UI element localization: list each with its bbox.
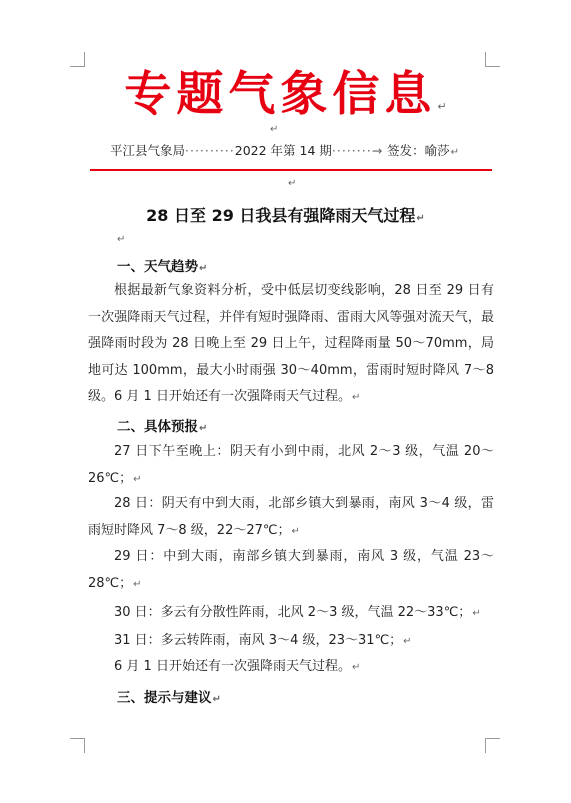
issue-info-line[interactable] (110, 141, 480, 159)
document-title[interactable] (0, 62, 571, 140)
forecast-text: 30 日：多云有分散性阵雨，北风 2～3 级，气温 22～33℃； (114, 605, 472, 620)
paragraph-mark-icon: ↵ (291, 525, 300, 537)
crop-mark-bottom-right (485, 738, 500, 753)
paragraph-mark-icon: ↵ (437, 100, 447, 113)
trend-paragraph[interactable] (88, 278, 494, 412)
forecast-text: 6 月 1 日开始还有一次强降雨天气过程。 (114, 659, 351, 674)
crop-mark-bottom-left (70, 738, 85, 753)
paragraph-mark-icon: ↵ (199, 263, 208, 274)
section-title-text: 一、天气趋势 (117, 259, 198, 275)
section-title-advice[interactable] (117, 686, 221, 706)
forecast-text: 31 日：多云转阵雨，南风 3～4 级，23～31℃； (114, 633, 403, 648)
section-title-trend[interactable] (117, 255, 207, 275)
paragraph-mark-icon: ↵ (351, 662, 361, 673)
forecast-item[interactable] (88, 491, 494, 545)
title-text: 专题气象信息 (124, 67, 437, 122)
section-title-text: 三、提示与建议 (117, 690, 212, 706)
leader-dots: ·········· (185, 143, 235, 158)
paragraph-mark-icon: ↵ (199, 423, 208, 434)
forecast-item[interactable] (88, 628, 494, 656)
paragraph-mark-icon: ↵ (117, 234, 126, 245)
forecast-text: 27 日下午至晚上：阴天有小到中雨，北风 2～3 级，气温 20～26℃； (88, 444, 494, 486)
headline-text: 28 日至 29 日我县有强降雨天气过程 (146, 206, 416, 225)
forecast-item[interactable] (88, 439, 494, 493)
section-title-forecast[interactable] (117, 415, 207, 435)
forecast-text: 28 日：阴天有中到大雨，北部乡镇大到暴雨，南风 3～4 级，雷雨短时降风 7～8 级，22～27℃； (88, 496, 494, 538)
paragraph-mark-icon: ↵ (403, 636, 412, 647)
paragraph-mark-icon: ↵ (133, 578, 142, 590)
paragraph-mark-icon: ↵ (416, 213, 425, 224)
trend-text: 根据最新气象资料分析，受中低层切变线影响，28 日至 29 日有一次强降雨天气过程，并伴有短时强降雨、雷雨大风等强对流天气，最强降雨时段为 28 日晚上至 29 日上午，过程降雨量 50～70mm，局地可达 100mm，最大小时雨强 30～40mm，雷雨时短时降风 7～8 级。6 月 1 日开始还有一次强降雨天气过程。 (88, 283, 494, 404)
paragraph-mark-icon: ↵ (133, 473, 142, 485)
issue-number: 2022 年第 14 期 (234, 143, 332, 158)
paragraph-mark-icon: ↵ (288, 178, 297, 189)
article-headline[interactable] (0, 203, 571, 226)
leader-dots: ········ (331, 143, 372, 158)
section-title-text: 二、具体预报 (117, 419, 198, 435)
paragraph-mark-icon: ↵ (212, 694, 221, 705)
forecast-item[interactable] (88, 654, 494, 682)
tab-arrow-icon: → (371, 143, 384, 158)
forecast-text: 29 日：中到大雨，南部乡镇大到暴雨，南风 3 级，气温 23～28℃； (88, 549, 494, 591)
red-divider-line (90, 169, 492, 171)
paragraph-mark-icon: ↵ (270, 124, 279, 135)
bureau-name: 平江县气象局 (110, 143, 186, 158)
signer: 签发：喻莎 (387, 143, 450, 158)
paragraph-mark-icon: ↵ (450, 147, 460, 158)
paragraph-mark-icon: ↵ (472, 608, 481, 619)
paragraph-mark-icon: ↵ (351, 392, 361, 403)
forecast-item[interactable] (88, 544, 494, 598)
forecast-item[interactable] (88, 600, 494, 628)
